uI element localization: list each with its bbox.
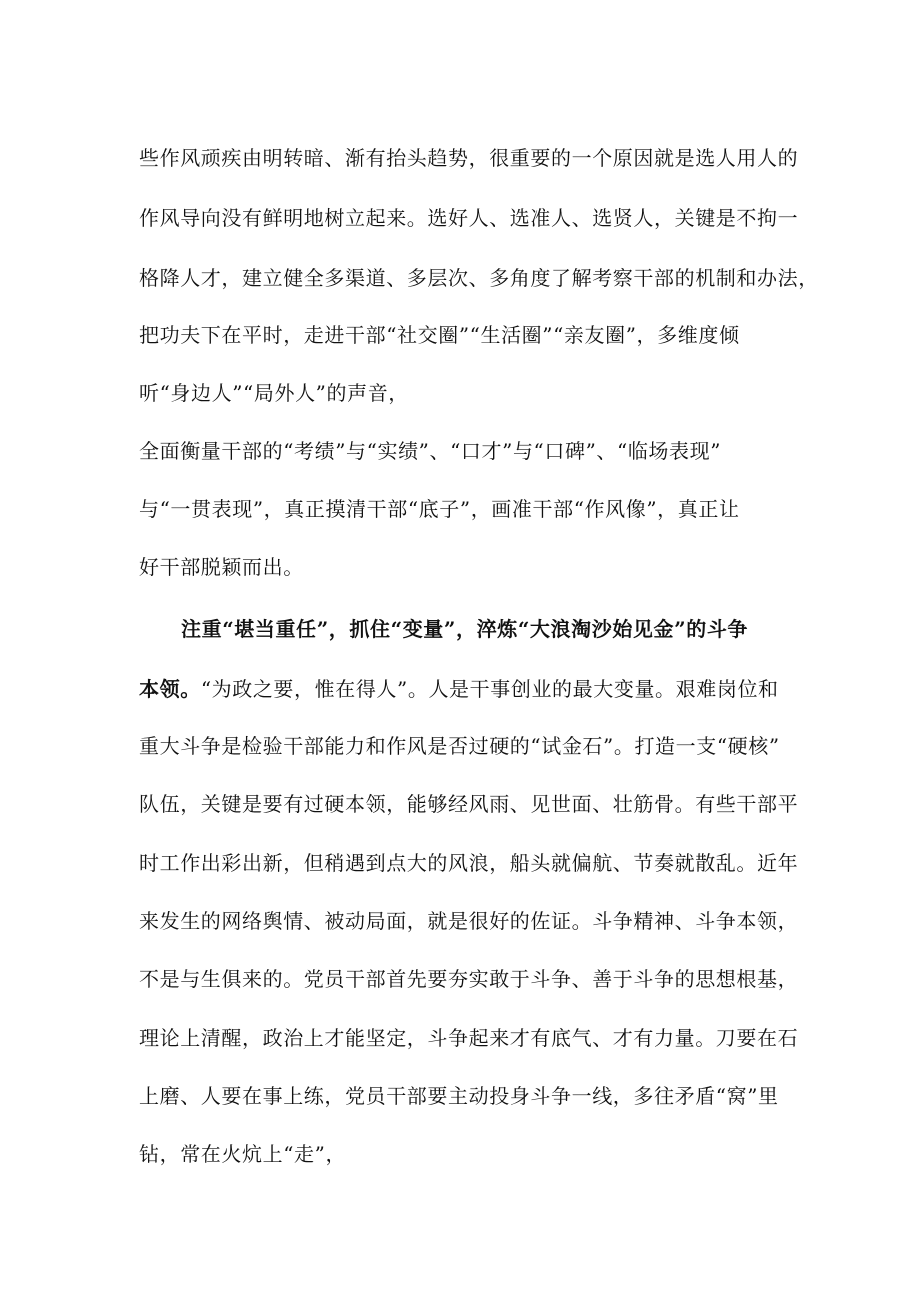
paragraph-3-line-4: 队伍，关键是要有过硬本领，能够经风雨、见世面、壮筋骨。有些干部平 xyxy=(139,792,799,816)
paragraph-2-line-3: 好干部脱颖而出。 xyxy=(139,555,304,579)
paragraph-1-line-1: 些作风顽疾由明转暗、渐有抬头趋势，很重要的一个原因就是选人用人的 xyxy=(139,146,799,170)
paragraph-2-line-2: 与“一贯表现”，真正摸清干部“底子”，画准干部“作风像”，真正让 xyxy=(139,497,740,521)
paragraph-3-line-7: 不是与生俱来的。党员干部首先要夯实敢于斗争、善于斗争的思想根基， xyxy=(139,967,799,991)
paragraph-3-heading-end: 本领。 xyxy=(139,677,201,701)
paragraph-3-line-2-text: “为政之要，惟在得人”。人是干事创业的最大变量。艰难岗位和 xyxy=(200,677,779,701)
paragraph-3-line-8: 理论上清醒，政治上才能坚定，斗争起来才有底气、才有力量。刀要在石 xyxy=(139,1026,799,1050)
paragraph-3-line-3: 重大斗争是检验干部能力和作风是否过硬的“试金石”。打造一支“硬核” xyxy=(139,734,780,758)
paragraph-2-line-1: 全面衡量干部的“考绩”与“实绩”、“口才”与“口碑”、“临场表现” xyxy=(139,439,722,463)
paragraph-3-line-10: 钻，常在火炕上“走”， xyxy=(139,1142,347,1166)
paragraph-3-line-2 xyxy=(139,674,799,704)
paragraph-1-line-5: 听“身边人”“局外人”的声音， xyxy=(139,381,409,405)
paragraph-3-line-9: 上磨、人要在事上练，党员干部要主动投身斗争一线，多往矛盾“窝”里 xyxy=(139,1084,779,1108)
paragraph-1-line-3: 格降人才，建立健全多渠道、多层次、多角度了解考察干部的机制和办法， xyxy=(139,266,819,290)
paragraph-3-heading-line-1: 注重“堪当重任”，抓住“变量”，淬炼“大浪淘沙始见金”的斗争 xyxy=(181,617,749,641)
paragraph-1-line-4: 把功夫下在平时，走进干部“社交圈”“生活圈”“亲友圈”，多维度倾 xyxy=(139,323,740,347)
paragraph-3-line-6: 来发生的网络舆情、被动局面，就是很好的佐证。斗争精神、斗争本领， xyxy=(139,909,799,933)
paragraph-3-line-5: 时工作出彩出新，但稍遇到点大的风浪，船头就偏航、节奏就散乱。近年 xyxy=(139,851,799,875)
paragraph-1-line-2: 作风导向没有鲜明地树立起来。选好人、选准人、选贤人，关键是不拘一 xyxy=(139,206,799,230)
